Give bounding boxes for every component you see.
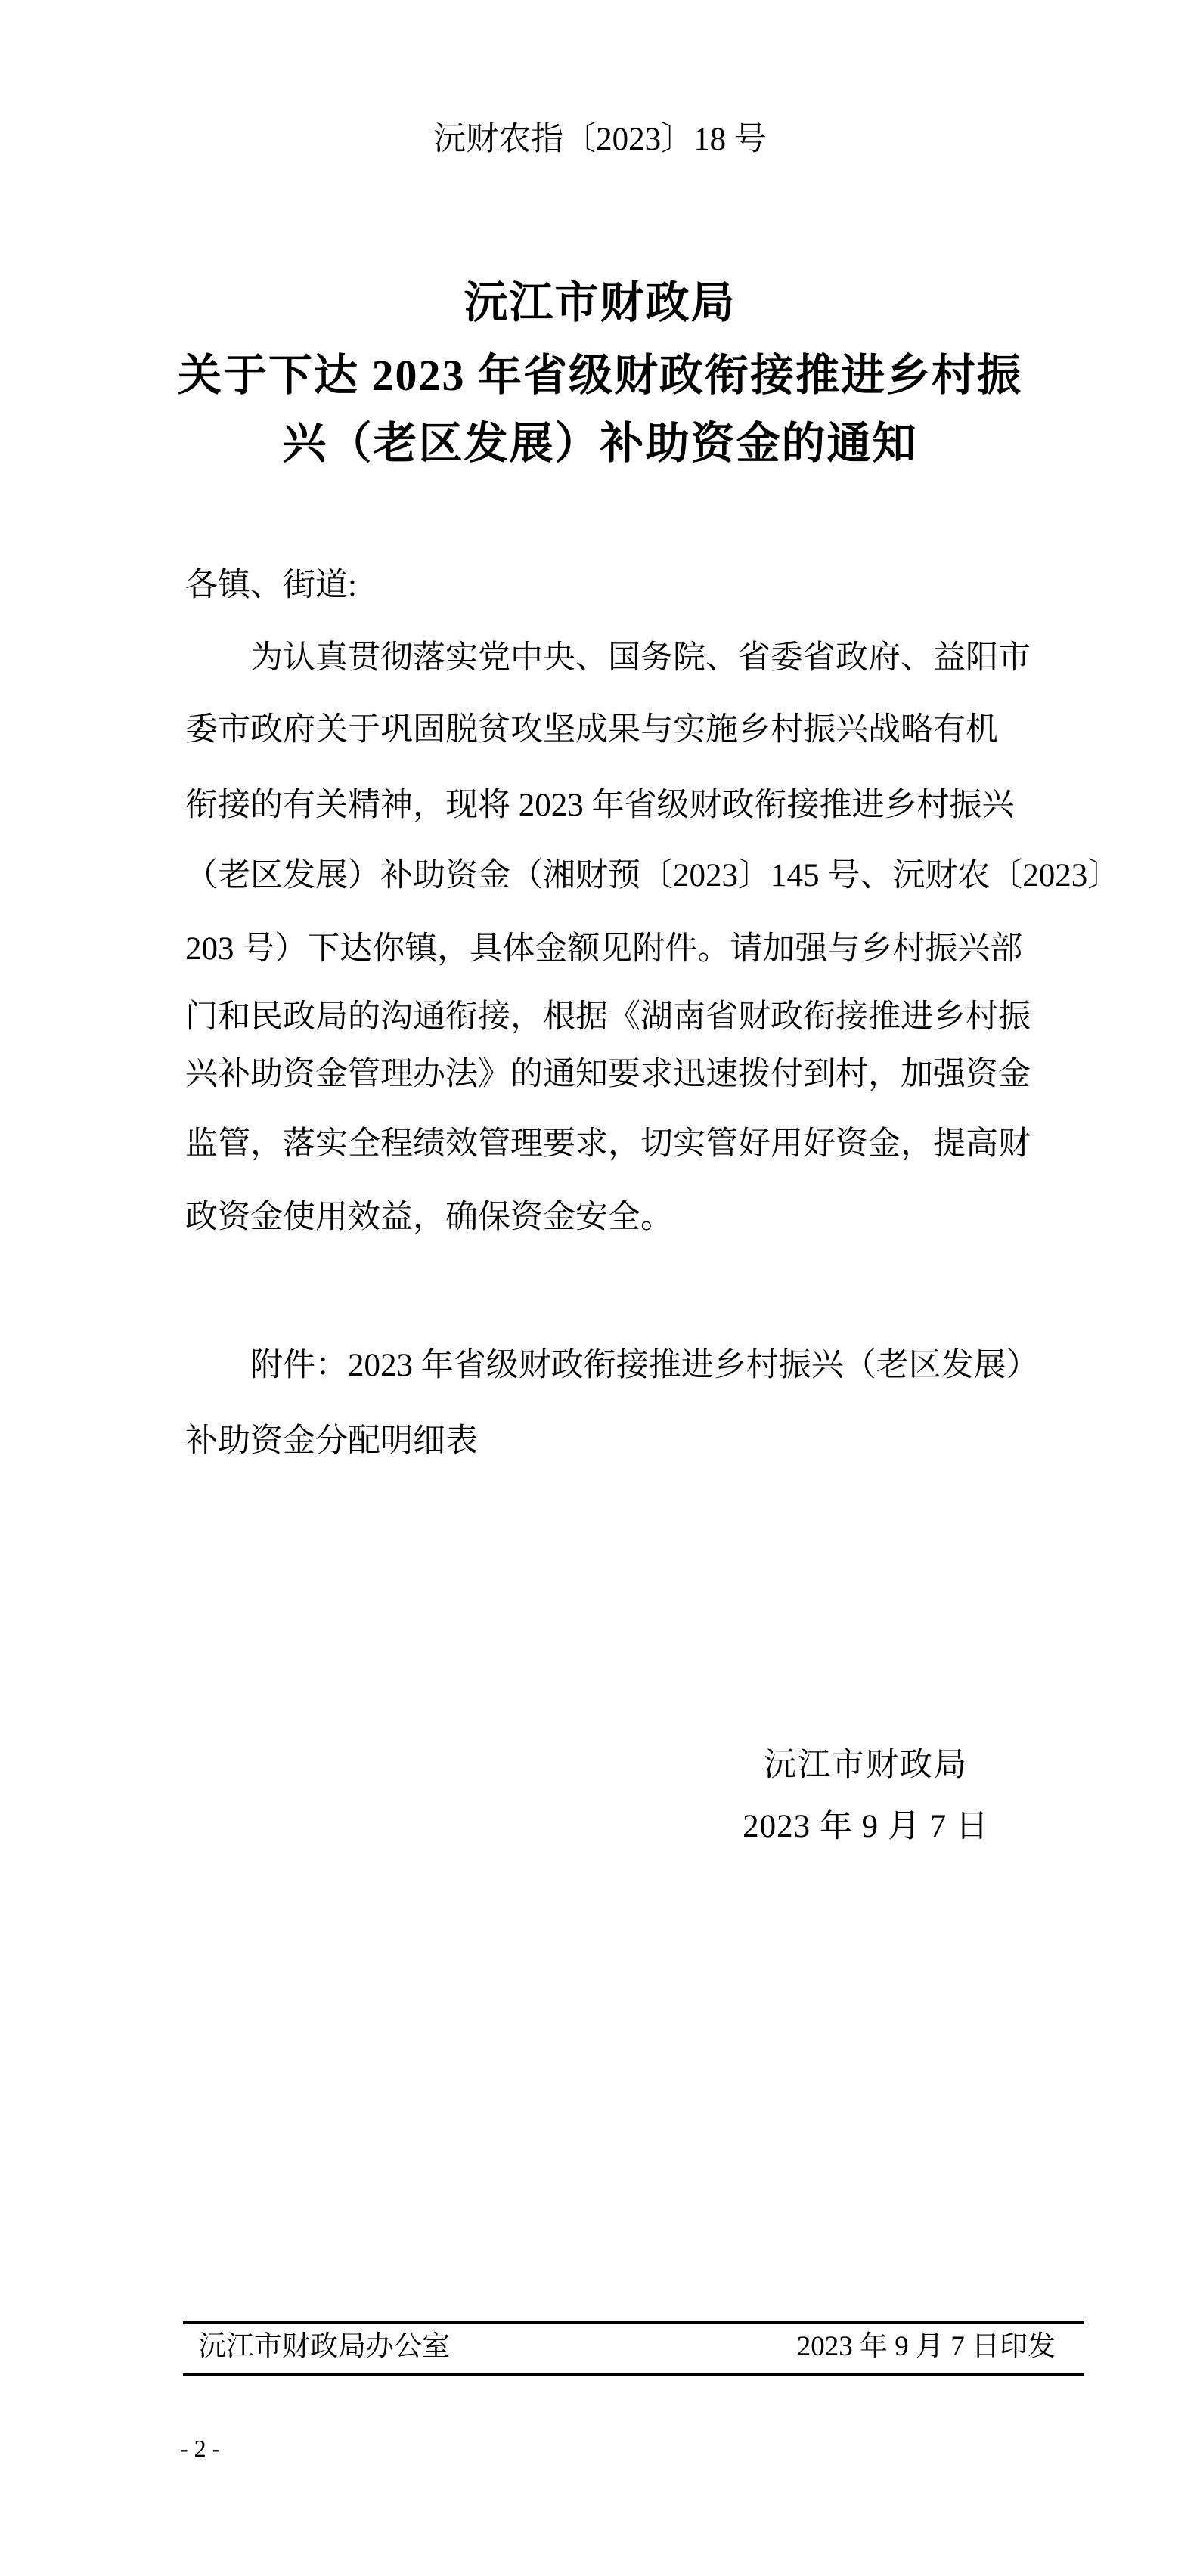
body-line-6: 门和民政局的沟通衔接，根据《湖南省财政衔接推进乡村振: [185, 999, 1031, 1035]
page-number: - 2 -: [180, 2435, 221, 2462]
footer-row: [183, 2331, 1084, 2364]
body-line-9: 政资金使用效益，确保资金安全。: [185, 1200, 673, 1235]
body-line-8: 监管，落实全程绩效管理要求，切实管好用好资金，提高财: [185, 1126, 1031, 1162]
footer-print-date: 2023 年 9 月 7 日印发: [796, 2331, 1056, 2362]
body-line-4: （老区发展）补助资金（湘财预〔2023〕145 号、沅财农〔2023〕: [185, 858, 1121, 893]
body-line-7: 兴补助资金管理办法》的通知要求迅速拨付到村，加强资金: [185, 1057, 1031, 1092]
body-line-1: 为认真贯彻落实党中央、国务院、省委省政府、益阳市: [250, 640, 1031, 676]
attachment-line-1: 附件：2023 年省级财政衔接推进乡村振兴（老区发展）: [250, 1348, 1039, 1383]
body-line-5: 203 号）下达你镇，具体金额见附件。请加强与乡村振兴部: [185, 931, 1023, 967]
footer-rule-top: [183, 2321, 1084, 2324]
footer-office: 沅江市财政局办公室: [198, 2331, 450, 2362]
salutation: 各镇、街道:: [185, 568, 357, 603]
signature-org: 沅江市财政局: [764, 1748, 968, 1783]
body-line-3: 衔接的有关精神，现将 2023 年省级财政衔接推进乡村振兴: [185, 788, 1015, 823]
attachment-line-2: 补助资金分配明细表: [185, 1423, 478, 1459]
doc-title-line-3: 兴（老区发展）补助资金的通知: [282, 419, 918, 468]
footer-rule-bottom: [183, 2373, 1084, 2376]
signature-date: 2023 年 9 月 7 日: [743, 1809, 989, 1844]
doc-title-line-1: 沅江市财政局: [464, 278, 736, 327]
doc-number: 沅财农指〔2023〕18 号: [433, 122, 767, 157]
body-line-2: 委市政府关于巩固脱贫攻坚成果与实施乡村振兴战略有机: [185, 712, 998, 748]
doc-title-line-2: 关于下达 2023 年省级财政衔接推进乡村振: [177, 351, 1022, 400]
